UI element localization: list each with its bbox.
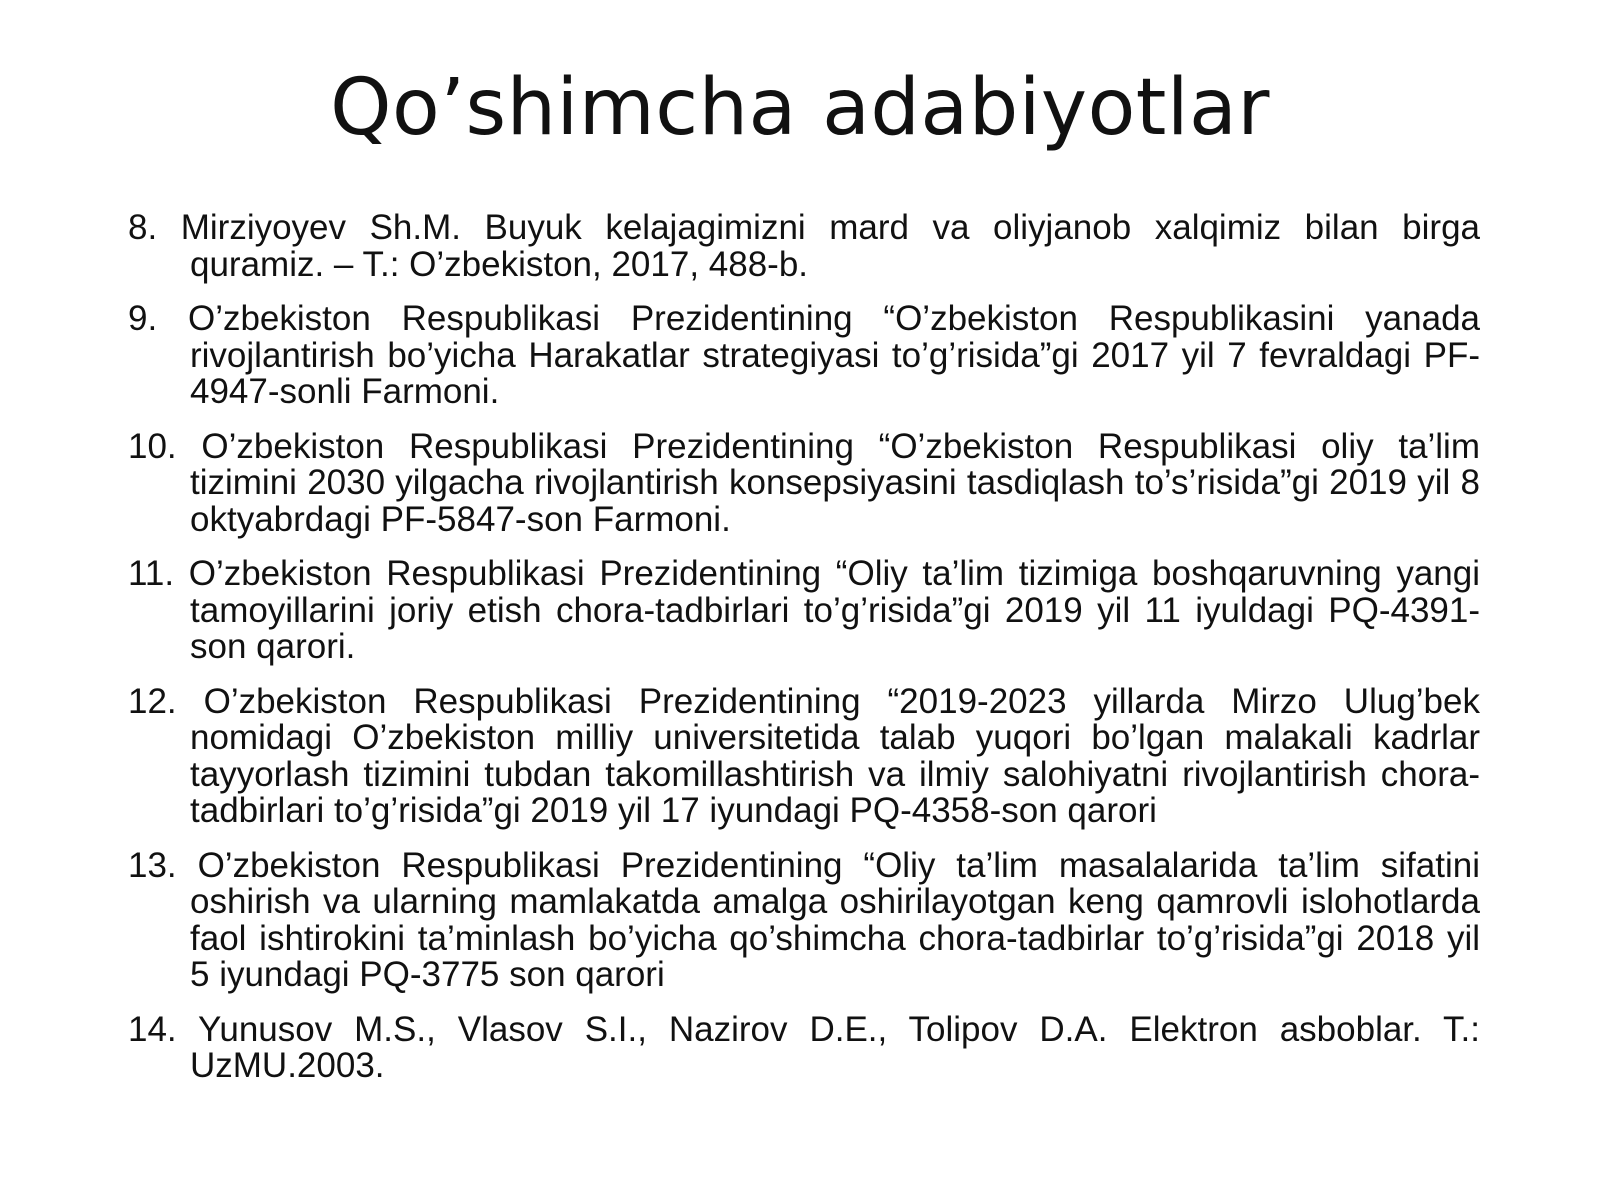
reference-item-11: 11. O’zbekiston Respublikasi Prezidentining “Oliy ta’lim tizimiga boshqaruvning yangi tamoyillarini joriy etish chora-tadbirlari to’g’risida”gi 2019 yil 11 iyuldagi PQ-4391-son qarori. — [128, 554, 1480, 666]
reference-item-12: 12. O’zbekiston Respublikasi Prezidentining “2019-2023 yillarda Mirzo Ulug’bek nomidagi O’zbekiston milliy universitetida talab yuqori bo’lgan malakali kadrlar tayyorlash tizimini tubdan takomillashtirish va ilmiy salohiyatni rivojlantirish chora-tadbirlari to’g’risida”gi 2019 yil 17 iyundagi PQ-4358-son qarori — [128, 681, 1480, 830]
reference-list — [128, 210, 1480, 1085]
reference-item-13: 13. O’zbekiston Respublikasi Prezidentining “Oliy ta’lim masalalarida ta’lim sifatini oshirish va ularning mamlakatda amalga oshirilayotgan keng qamrovli islohotlarda faol ishtirokini ta’minlash bo’yicha qo’shimcha chora-tadbirlar to’g’risida”gi 2018 yil 5 iyundagi PQ-3775 son qarori — [128, 845, 1480, 994]
reference-item-9: 9. O’zbekiston Respublikasi Prezidentining “O’zbekiston Respublikasini yanada rivojlantirish bo’yicha Harakatlar strategiyasi to’g’risida”gi 2017 yil 7 fevraldagi PF-4947-sonli Farmoni. — [128, 299, 1480, 411]
slide-title: Qo’shimcha adabiyotlar — [330, 63, 1270, 153]
reference-item-10: 10. O’zbekiston Respublikasi Prezidentining “O’zbekiston Respublikasi oliy ta’lim tizimini 2030 yilgacha rivojlantirish konsepsiyasini tasdiqlash to’s’risida”gi 2019 yil 8 oktyabrdagi PF-5847-son Farmoni. — [128, 426, 1480, 539]
reference-item-14: 14. Yunusov M.S., Vlasov S.I., Nazirov D.E., Tolipov D.A. Elektron asboblar. T.: UzMU.2003. — [128, 1009, 1480, 1085]
reference-item-8: 8. Mirziyoyev Sh.M. Buyuk kelajagimizni mard va oliyjanob xalqimiz bilan birga quramiz. – T.: O’zbekiston, 2017, 488-b. — [128, 208, 1480, 284]
